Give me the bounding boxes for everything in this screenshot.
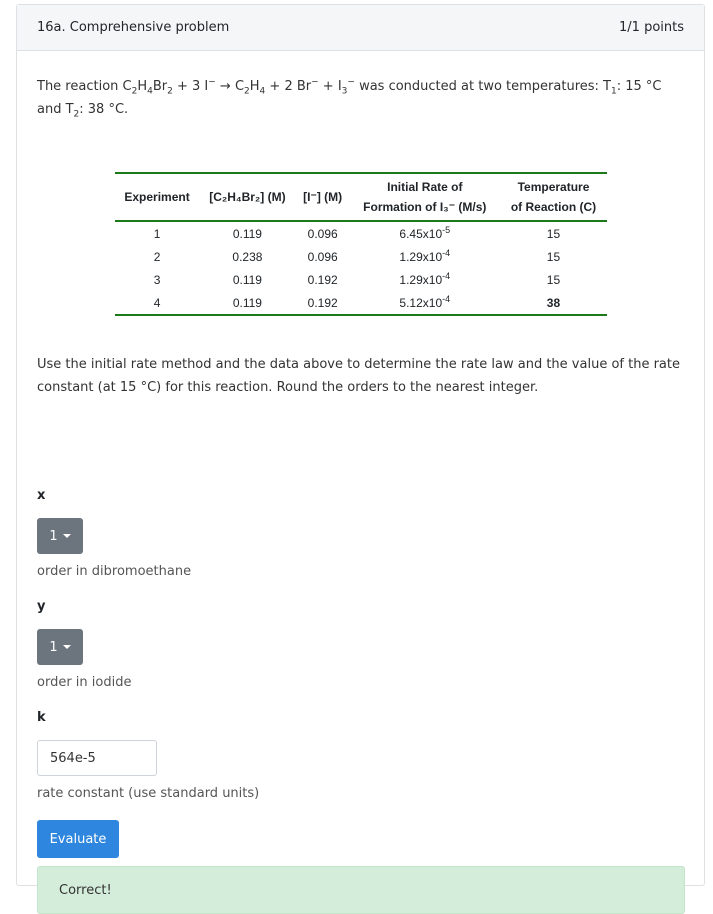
caret-down-icon [63, 534, 71, 538]
feedback-alert [37, 866, 685, 914]
table-row: 3 0.119 0.192 $1.29x10^{-4}$ 15 [153, 270, 561, 287]
instructions-text: Use the initial rate method and the data above to determine the rate law and the value of the rate constant (at 15 °C) for this reaction. Round the orders to the nearest integer. [37, 357, 680, 395]
question-title: 16a. Comprehensive problem [37, 20, 230, 35]
y-order-dropdown[interactable]: 1 [37, 629, 83, 665]
points-label: 1/1 points [619, 20, 684, 35]
feedback-text: Correct! [59, 882, 112, 898]
reaction-description: The reaction $C_2H_4Br_2 + 3$ $I^- \to C_2H_4 + 2$ $Br^- + I_3^-$ was conducted at two temperatures: $T_1$: 15 °C and $T_2$: 38 °C. [37, 77, 662, 120]
col-c2h4br2: [C₂H₄Br₂] (M) [209, 190, 286, 204]
k-input-field[interactable] [37, 740, 157, 776]
table-row: 1 0.119 0.096 $6.45x10^{-5}$ 15 [153, 224, 561, 241]
y-help-text: order in iodide [37, 675, 132, 690]
x-label: x [37, 488, 46, 503]
k-label: k [37, 710, 46, 725]
card-header [17, 5, 704, 51]
col-initial-rate: Initial Rate of Formation of I₃⁻ (M/s) [363, 180, 487, 214]
col-experiment: Experiment [124, 190, 190, 204]
table-header-row [115, 173, 607, 221]
x-help-text: order in dibromoethane [37, 564, 192, 579]
y-label: y [37, 599, 46, 614]
x-order-dropdown[interactable]: 1 [37, 518, 83, 554]
rate-data-table [115, 172, 607, 316]
caret-down-icon [63, 645, 71, 649]
table-row: 4 0.119 0.192 $5.12x10^{-4}$ 38 [115, 291, 607, 315]
k-help-text: rate constant (use standard units) [37, 786, 260, 801]
evaluate-button[interactable]: Evaluate [37, 820, 119, 858]
col-temperature: Temperature of Reaction (C) [510, 180, 597, 214]
col-iodide: [I⁻] (M) [303, 190, 343, 204]
question-card [16, 4, 705, 898]
table-row: 2 0.238 0.096 $1.29x10^{-4}$ 15 [153, 247, 561, 264]
